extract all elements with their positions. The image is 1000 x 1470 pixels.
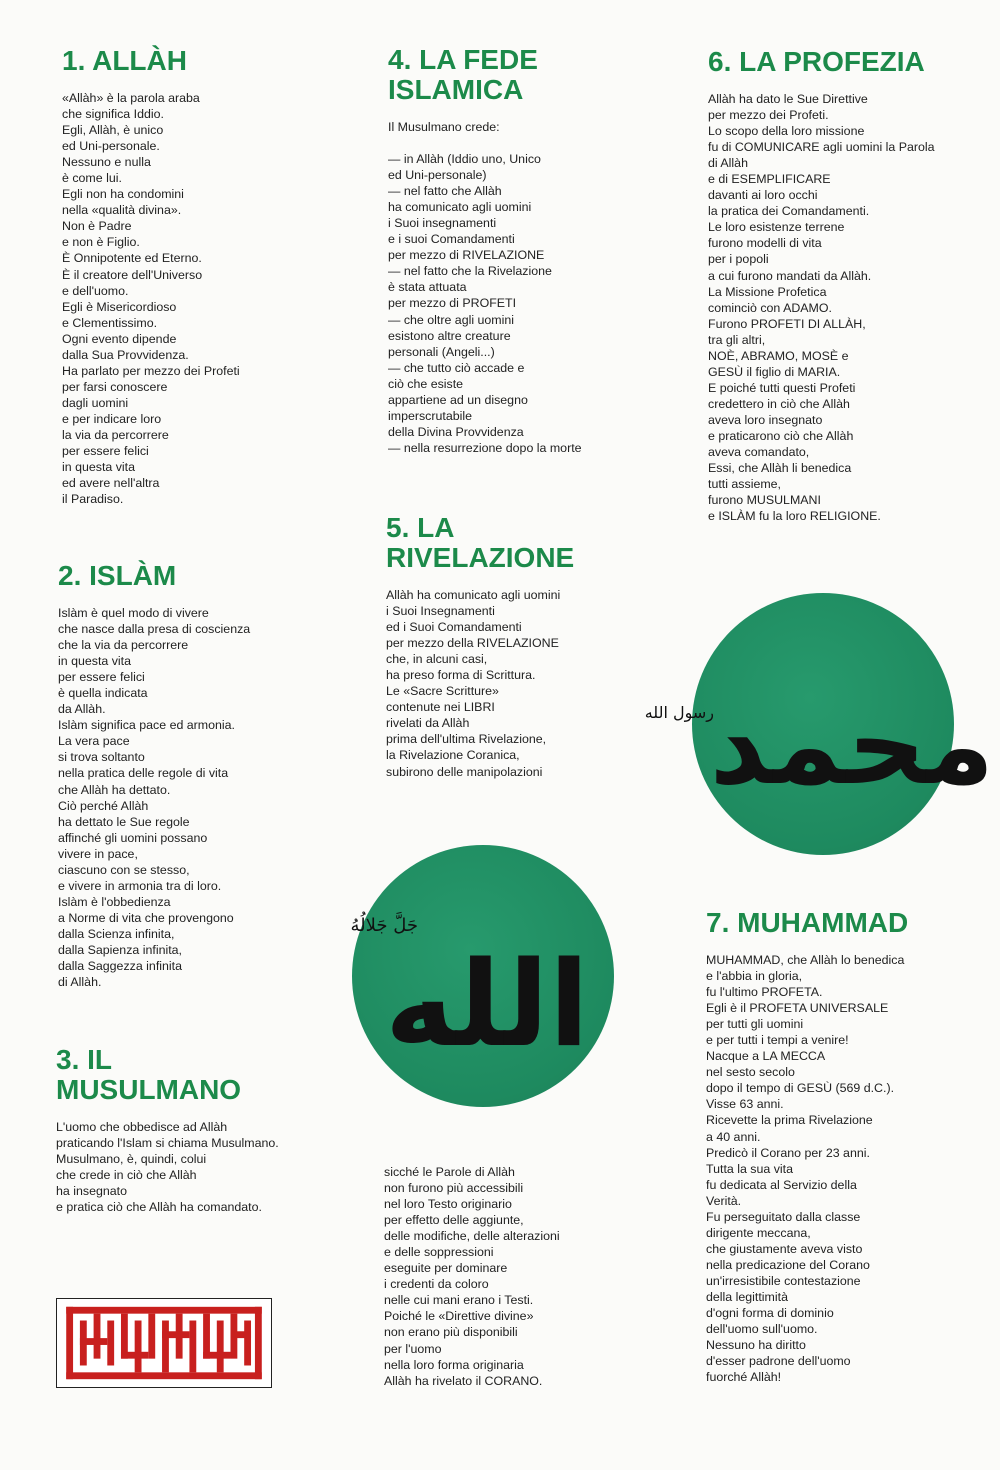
text-line: ha comunicato agli uomini <box>388 200 532 215</box>
text-line: che Allàh ha dettato. <box>58 782 171 797</box>
text-line: — in Allàh (Iddio uno, Unico <box>388 152 541 167</box>
section-title <box>56 1045 279 1105</box>
title-line: 4. LA FEDE <box>388 44 538 75</box>
muhammad-calligraphy-icon <box>644 593 995 855</box>
text-line: — nella resurrezione dopo la morte <box>388 440 582 455</box>
text-line: e delle soppressioni <box>384 1245 494 1260</box>
text-line: nel loro Testo originario <box>384 1197 512 1212</box>
text-line: vivere in pace, <box>58 846 138 861</box>
text-line: e i suoi Comandamenti <box>388 232 515 247</box>
text-line: Tutta la sua vita <box>706 1161 794 1176</box>
section-title: 7. MUHAMMAD <box>706 907 909 938</box>
text-line: aveva comandato, <box>708 445 810 460</box>
text-line: ed Uni-personale) <box>388 168 487 183</box>
text-line: Predicò il Corano per 23 anni. <box>706 1145 870 1160</box>
text-line: La Missione Profetica <box>708 284 827 299</box>
title-line: MUSULMANO <box>56 1074 242 1105</box>
text-line: — nel fatto che Allàh <box>388 184 502 199</box>
title-line: 3. IL <box>56 1044 113 1075</box>
section-body <box>706 952 908 1385</box>
text-line: nella loro forma originaria <box>384 1357 524 1372</box>
text-line: e praticarono ciò che Allàh <box>708 428 854 443</box>
text-line: nella pratica delle regole di vita <box>58 766 229 781</box>
text-line: L'uomo che obbedisce ad Allàh <box>56 1120 228 1134</box>
text-line: — che tutto ciò accade e <box>388 360 525 375</box>
text-line: che la via da percorrere <box>58 638 189 653</box>
text-line: per i popoli <box>708 252 769 267</box>
section-body <box>388 119 582 456</box>
text-line: imperscrutabile <box>388 408 473 423</box>
muhammad-calligraphy-medallion <box>644 593 995 855</box>
text-line: ciascuno con se stesso, <box>58 862 190 877</box>
text-line: della legittimità <box>706 1289 788 1304</box>
text-line: ciò che esiste <box>388 376 464 391</box>
section-body <box>58 605 250 990</box>
text-line: davanti ai loro occhi <box>708 188 818 203</box>
text-line: tra gli altri, <box>708 332 766 347</box>
kufic-shahada-icon <box>57 1299 271 1387</box>
text-line: della Divina Provvidenza <box>388 424 524 439</box>
text-line: ed i Suoi Comandamenti <box>386 620 522 635</box>
text-line: la pratica dei Comandamenti. <box>708 204 870 219</box>
section-musulmano <box>56 1045 279 1215</box>
text-line: Furono PROFETI DI ALLÀH, <box>708 316 866 331</box>
text-line: che significa Iddio. <box>62 107 164 122</box>
text-line: Musulmano, è, quindi, colui <box>56 1152 207 1167</box>
text-line: per essere felici <box>62 444 149 459</box>
text-line: e vivere in armonia tra di loro. <box>58 878 222 893</box>
title-line: ISLAMICA <box>388 74 524 105</box>
text-line: per farsi conoscere <box>62 379 168 394</box>
text-line: per mezzo dei Profeti. <box>708 108 829 123</box>
text-line: Le «Sacre Scritture» <box>386 684 499 699</box>
text-line: che nasce dalla presa di coscienza <box>58 622 251 637</box>
section-body <box>56 1119 279 1215</box>
text-line: fu l'ultimo PROFETA. <box>706 985 823 1000</box>
text-line: di Allàh. <box>58 975 102 990</box>
text-line: NOÈ, ABRAMO, MOSÈ e <box>708 348 849 363</box>
text-line: affinché gli uomini possano <box>58 830 208 845</box>
section-rivelazione-continued <box>384 1164 560 1389</box>
text-line: è stata attuata <box>388 280 467 295</box>
section-body <box>384 1164 560 1389</box>
text-line: Nacque a LA MECCA <box>706 1049 826 1064</box>
text-line: Islàm significa pace ed armonia. <box>58 718 235 733</box>
section-body <box>386 587 574 780</box>
text-line: a Norme di vita che provengono <box>58 910 234 925</box>
square-kufic-logo <box>56 1298 272 1388</box>
text-line: a 40 anni. <box>706 1129 761 1144</box>
section-islam <box>58 561 250 990</box>
text-line: Egli, Allàh, è unico <box>62 123 164 138</box>
text-line: e Clementissimo. <box>62 315 158 330</box>
section-allah <box>62 46 240 507</box>
text-line: Poiché le «Direttive divine» <box>384 1309 534 1324</box>
text-line: è come lui. <box>62 171 122 186</box>
text-line: dalla Sapienza infinita, <box>58 942 182 957</box>
text-line: per mezzo di RIVELAZIONE <box>388 248 545 263</box>
text-line: Egli è il PROFETA UNIVERSALE <box>706 1001 889 1016</box>
text-line: dopo il tempo di GESÙ (569 d.C.). <box>706 1081 895 1096</box>
text-line: dell'uomo sull'uomo. <box>706 1322 818 1337</box>
text-line: furono MUSULMANI <box>708 493 821 508</box>
text-line: Islàm è l'obbedienza <box>58 894 171 909</box>
text-line: Nessuno ha diritto <box>706 1338 806 1353</box>
text-line: aveva loro insegnato <box>708 412 823 427</box>
text-line: i Suoi insegnamenti <box>388 216 497 231</box>
text-line: in questa vita <box>58 654 132 669</box>
text-line: ha insegnato <box>56 1184 127 1199</box>
title-line: RIVELAZIONE <box>386 542 575 573</box>
section-profezia <box>708 47 935 524</box>
text-line: Egli non ha condomini <box>62 187 184 202</box>
text-line: Fu perseguitato dalla classe <box>706 1209 861 1224</box>
text-line: Ricevette la prima Rivelazione <box>706 1113 873 1128</box>
text-line: per mezzo di PROFETI <box>388 296 517 311</box>
text-line: prima dell'ultima Rivelazione, <box>386 732 547 747</box>
section-body <box>708 91 935 524</box>
text-line: Verità. <box>706 1193 742 1208</box>
text-line: Non è Padre <box>62 219 132 234</box>
text-line: e l'abbia in gloria, <box>706 969 803 984</box>
text-line: e per indicare loro <box>62 411 162 426</box>
text-line: fu dedicata al Servizio della <box>706 1177 857 1192</box>
allah-calligraphy-medallion <box>352 845 614 1107</box>
large-arabic-text: الله <box>384 935 590 1073</box>
text-line: nel sesto secolo <box>706 1065 795 1080</box>
text-line: contenute nei LIBRI <box>386 700 495 715</box>
large-arabic-text: محمد <box>709 681 995 809</box>
text-line: È Onnipotente ed Eterno. <box>62 251 202 266</box>
text-line: d'esser padrone dell'uomo <box>706 1354 851 1369</box>
text-line: Le loro esistenze terrene <box>708 220 845 235</box>
text-line: personali (Angeli...) <box>388 344 495 359</box>
text-line: La vera pace <box>58 734 130 749</box>
text-line: tutti assieme, <box>708 477 781 492</box>
section-title <box>386 513 574 573</box>
text-line: È il creatore dell'Universo <box>62 267 203 282</box>
text-line: MUHAMMAD, che Allàh lo benedica <box>706 953 905 967</box>
text-line: Ogni evento dipende <box>62 331 177 346</box>
text-line: per mezzo della RIVELAZIONE <box>386 636 559 651</box>
text-line: dalla Saggezza infinita <box>58 959 182 974</box>
text-line: ed avere nell'altra <box>62 476 160 491</box>
text-line: i credenti da coloro <box>384 1277 489 1292</box>
text-line: Lo scopo della loro missione <box>708 124 865 139</box>
text-line: Allàh ha rivelato il CORANO. <box>384 1373 543 1388</box>
section-title <box>388 45 582 105</box>
small-arabic-text: رسول الله <box>644 703 714 722</box>
text-line: credettero in ciò che Allàh <box>708 396 850 411</box>
text-line: Ha parlato per mezzo dei Profeti <box>62 363 240 378</box>
text-line: nelle cui mani erano i Testi. <box>384 1293 534 1308</box>
small-arabic-text: جَلَّ جَلالُهُ <box>350 915 418 936</box>
text-line: dalla Scienza infinita, <box>58 926 175 941</box>
text-line: furono modelli di vita <box>708 236 822 251</box>
text-line: fuorché Allàh! <box>706 1370 782 1385</box>
text-line: da Allàh. <box>58 702 106 717</box>
text-line: per effetto delle aggiunte, <box>384 1213 524 1228</box>
text-line: nella «qualità divina». <box>62 203 182 218</box>
text-line: GESÙ il figlio di MARIA. <box>708 364 841 379</box>
allah-calligraphy-icon <box>352 845 614 1107</box>
text-line: non furono più accessibili <box>384 1181 524 1196</box>
text-line: E poiché tutti questi Profeti <box>708 380 856 395</box>
text-line: esistono altre creature <box>388 328 511 343</box>
text-line: eseguite per dominare <box>384 1261 508 1276</box>
text-line: per l'uomo <box>384 1341 442 1356</box>
text-line: e di ESEMPLIFICARE <box>708 172 831 187</box>
text-line: d'ogni forma di dominio <box>706 1306 834 1321</box>
text-line: cominciò con ADAMO. <box>708 300 832 315</box>
text-line: e pratica ciò che Allàh ha comandato. <box>56 1200 262 1215</box>
text-line: Ciò perché Allàh <box>58 798 149 813</box>
section-body <box>62 90 240 507</box>
section-title: 1. ALLÀH <box>62 45 187 76</box>
text-line: Visse 63 anni. <box>706 1097 784 1112</box>
text-line: dalla Sua Provvidenza. <box>62 347 189 362</box>
text-line: e per tutti i tempi a venire! <box>706 1033 849 1048</box>
text-line: fu di COMUNICARE agli uomini la Parola <box>708 140 935 155</box>
section-fede-islamica <box>388 45 582 456</box>
text-line: dirigente meccana, <box>706 1225 811 1240</box>
text-line: si trova soltanto <box>58 750 145 765</box>
text-line: subirono delle manipolazioni <box>386 764 543 779</box>
text-line <box>388 135 582 151</box>
text-line: di Allàh <box>708 156 748 171</box>
text-line: che, in alcuni casi, <box>386 652 488 667</box>
text-line: Islàm è quel modo di vivere <box>58 606 209 620</box>
text-line: un'irresistibile contestazione <box>706 1273 861 1288</box>
text-line: «Allàh» è la parola araba <box>62 91 200 105</box>
text-line: per tutti gli uomini <box>706 1017 804 1032</box>
text-line: i Suoi Insegnamenti <box>386 604 495 619</box>
text-line: appartiene ad un disegno <box>388 392 528 407</box>
text-line: Il Musulmano crede: <box>388 120 500 134</box>
title-line: 5. LA <box>386 512 455 543</box>
text-line: Essi, che Allàh li benedica <box>708 461 852 476</box>
text-line: Nessuno e nulla <box>62 155 151 170</box>
text-line: rivelati da Allàh <box>386 716 470 731</box>
text-line: il Paradiso. <box>62 492 124 507</box>
text-line: che giustamente aveva visto <box>706 1241 863 1256</box>
section-title: 6. LA PROFEZIA <box>708 46 925 77</box>
text-line: che crede in ciò che Allàh <box>56 1168 197 1183</box>
text-line: a cui furono mandati da Allàh. <box>708 268 872 283</box>
text-line: — che oltre agli uomini <box>388 312 515 327</box>
text-line: ed Uni-personale. <box>62 139 160 154</box>
section-rivelazione <box>386 513 574 780</box>
text-line: e non è Figlio. <box>62 235 140 250</box>
text-line: sicché le Parole di Allàh <box>384 1165 515 1179</box>
text-line: la Rivelazione Coranica, <box>386 748 520 763</box>
text-line: in questa vita <box>62 460 136 475</box>
text-line: ha dettato le Sue regole <box>58 814 190 829</box>
text-line: per essere felici <box>58 670 145 685</box>
text-line: è quella indicata <box>58 686 148 701</box>
text-line: non erano più disponibili <box>384 1325 518 1340</box>
text-line: — nel fatto che la Rivelazione <box>388 264 552 279</box>
section-muhammad <box>706 908 908 1385</box>
text-line: nella predicazione del Corano <box>706 1257 870 1272</box>
text-line: ha preso forma di Scrittura. <box>386 668 536 683</box>
text-line: e ISLÀM fu la loro RELIGIONE. <box>708 509 881 524</box>
text-line: praticando l'Islam si chiama Musulmano. <box>56 1136 279 1151</box>
text-line: Allàh ha comunicato agli uomini <box>386 588 561 602</box>
text-line: delle modifiche, delle alterazioni <box>384 1229 560 1244</box>
text-line: dagli uomini <box>62 395 129 410</box>
text-line: e dell'uomo. <box>62 283 129 298</box>
text-line: Allàh ha dato le Sue Direttive <box>708 92 868 106</box>
text-line: la via da percorrere <box>62 427 169 442</box>
text-line: Egli è Misericordioso <box>62 299 177 314</box>
section-title: 2. ISLÀM <box>58 560 177 591</box>
